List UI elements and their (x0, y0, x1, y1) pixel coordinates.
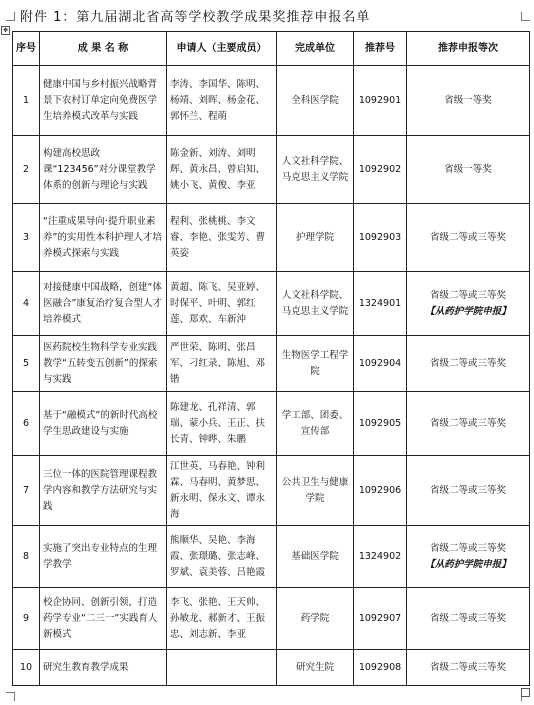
row-index: 2 (13, 136, 40, 204)
page-corner-mark (6, 692, 15, 701)
row-index: 6 (13, 392, 40, 456)
row-name: “注重成果导向·提升职业素养”的实用性本科护理人才培养模式探索与实践 (40, 204, 167, 272)
row-unit: 公共卫生与健康学院 (277, 456, 354, 526)
row-applicants: 熊顺华、吴艳、李海霞、张璟璐、张志峰、罗斌、袁美蓉、吕艳霞 (167, 526, 277, 588)
table-row (13, 272, 530, 336)
row-level (407, 650, 530, 686)
row-level (407, 66, 530, 136)
header-applicants: 申请人（主要成员） (167, 32, 277, 66)
header-name: 成 果 名 称 (40, 32, 167, 66)
row-index: 3 (13, 204, 40, 272)
table-header-row (13, 32, 530, 66)
row-number: 1092908 (354, 650, 407, 686)
row-unit: 研究生院 (277, 650, 354, 686)
row-number: 1092905 (354, 392, 407, 456)
row-applicants: 程利、张桃桃、李文睿、李艳、张雯芳、曹英姿 (167, 204, 277, 272)
header-number: 推荐号 (354, 32, 407, 66)
table-row (13, 588, 530, 650)
nomination-table (12, 31, 530, 686)
row-name: 构建高校思政课“123456”对分课堂教学体系的创新与理论与实践 (40, 136, 167, 204)
page-corner-mark (6, 12, 15, 21)
level-text: 省级二等或三等奖 (429, 231, 506, 243)
row-level (407, 136, 530, 204)
row-applicants: 陈金新、刘涛、刘明辉、黄永昌、曾启知、姚小飞、黄俊、李亚 (167, 136, 277, 204)
row-level (407, 456, 530, 526)
row-level (407, 392, 530, 456)
row-number: 1092907 (354, 588, 407, 650)
row-index: 10 (13, 650, 40, 686)
row-number: 1092902 (354, 136, 407, 204)
row-unit: 护理学院 (277, 204, 354, 272)
row-number: 1092901 (354, 66, 407, 136)
row-name: 实施了突出专业特点的生理学教学 (40, 526, 167, 588)
table-row (13, 336, 530, 392)
row-index: 4 (13, 272, 40, 336)
row-name: 校企协同、创新引领，打造药学专业“二三一”实践育人新模式 (40, 588, 167, 650)
row-applicants: 江世英、马春艳、钟利霖、马春明、黄梦思、新永明、保永文、谭永海 (167, 456, 277, 526)
row-name: 健康中国与乡村振兴战略背景下农村订单定向免费医学生培养模式改革与实践 (40, 66, 167, 136)
level-text: 省级二等或三等奖 (429, 289, 506, 301)
table-row (13, 204, 530, 272)
page-corner-mark (521, 12, 530, 21)
row-level (407, 336, 530, 392)
row-unit: 全科医学院 (277, 66, 354, 136)
level-text: 省级一等奖 (444, 163, 492, 175)
header-index: 序号 (13, 32, 40, 66)
row-number: 1092904 (354, 336, 407, 392)
row-applicants: 李飞、张艳、王天帅、孙敏龙、郝新才、王振忠、刘志新、李亚 (167, 588, 277, 650)
level-text: 省级二等或三等奖 (429, 417, 506, 429)
row-number: 1092903 (354, 204, 407, 272)
row-unit: 药学院 (277, 588, 354, 650)
level-text: 省级二等或三等奖 (429, 661, 506, 673)
row-unit: 基础医学院 (277, 526, 354, 588)
header-unit: 完成单位 (277, 32, 354, 66)
level-text: 省级二等或三等奖 (429, 612, 506, 624)
level-text: 省级二等或三等奖 (429, 484, 506, 496)
row-applicants: 黄超、陈飞、吴亚婷、时保平、叶明、郭红莲、郑欢、车新沖 (167, 272, 277, 336)
row-name: 对接健康中国战略，创建“体医融合”康复治疗复合型人才培养模式 (40, 272, 167, 336)
row-level (407, 588, 530, 650)
row-unit: 学工部、团委、宣传部 (277, 392, 354, 456)
header-level: 推荐申报等次 (407, 32, 530, 66)
row-index: 9 (13, 588, 40, 650)
level-text: 省级二等或三等奖 (429, 542, 506, 554)
row-unit: 人文社科学院、马克思主义学院 (277, 272, 354, 336)
row-level (407, 204, 530, 272)
row-level (407, 272, 530, 336)
table-row (13, 136, 530, 204)
row-index: 8 (13, 526, 40, 588)
table-row (13, 650, 530, 686)
table-row (13, 66, 530, 136)
row-applicants (167, 650, 277, 686)
level-text: 省级一等奖 (444, 94, 492, 106)
table-row (13, 526, 530, 588)
row-name: 三位一体的医院管理课程教学内容和教学方法研究与实践 (40, 456, 167, 526)
table-resize-handle[interactable] (521, 688, 530, 697)
level-note: 【从药护学院申报】 (425, 558, 511, 570)
row-number: 1324902 (354, 526, 407, 588)
row-unit: 生物医学工程学院 (277, 336, 354, 392)
row-level (407, 526, 530, 588)
row-number: 1092906 (354, 456, 407, 526)
row-name: 医药院校生物科学专业实践教学“五转变五创新”的探索与实践 (40, 336, 167, 392)
table-move-handle[interactable]: ✥ (2, 27, 9, 34)
row-name: 基于“融模式”的新时代高校学生思政建设与实施 (40, 392, 167, 456)
row-number: 1324901 (354, 272, 407, 336)
row-applicants: 严世荣、陈明、张昌军、刁红录、陈旭、邓锴 (167, 336, 277, 392)
level-text: 省级二等或三等奖 (429, 357, 506, 369)
document-title: 附件 1：第九届湖北省高等学校教学成果奖推荐申报名单 (20, 10, 371, 25)
row-index: 7 (13, 456, 40, 526)
row-index: 1 (13, 66, 40, 136)
table-row (13, 456, 530, 526)
row-name: 研究生教育教学成果 (40, 650, 167, 686)
row-unit: 人文社科学院、马克思主义学院 (277, 136, 354, 204)
level-note: 【从药护学院申报】 (425, 305, 511, 317)
row-applicants: 李涛、李国华、陈明、杨靖、刘晖、杨金花、郭怀兰、程萌 (167, 66, 277, 136)
row-index: 5 (13, 336, 40, 392)
table-row (13, 392, 530, 456)
row-applicants: 陈建龙、孔祥清、郭瑞、蒙小兵、王正、扶长青、钟晔、朱鹏 (167, 392, 277, 456)
